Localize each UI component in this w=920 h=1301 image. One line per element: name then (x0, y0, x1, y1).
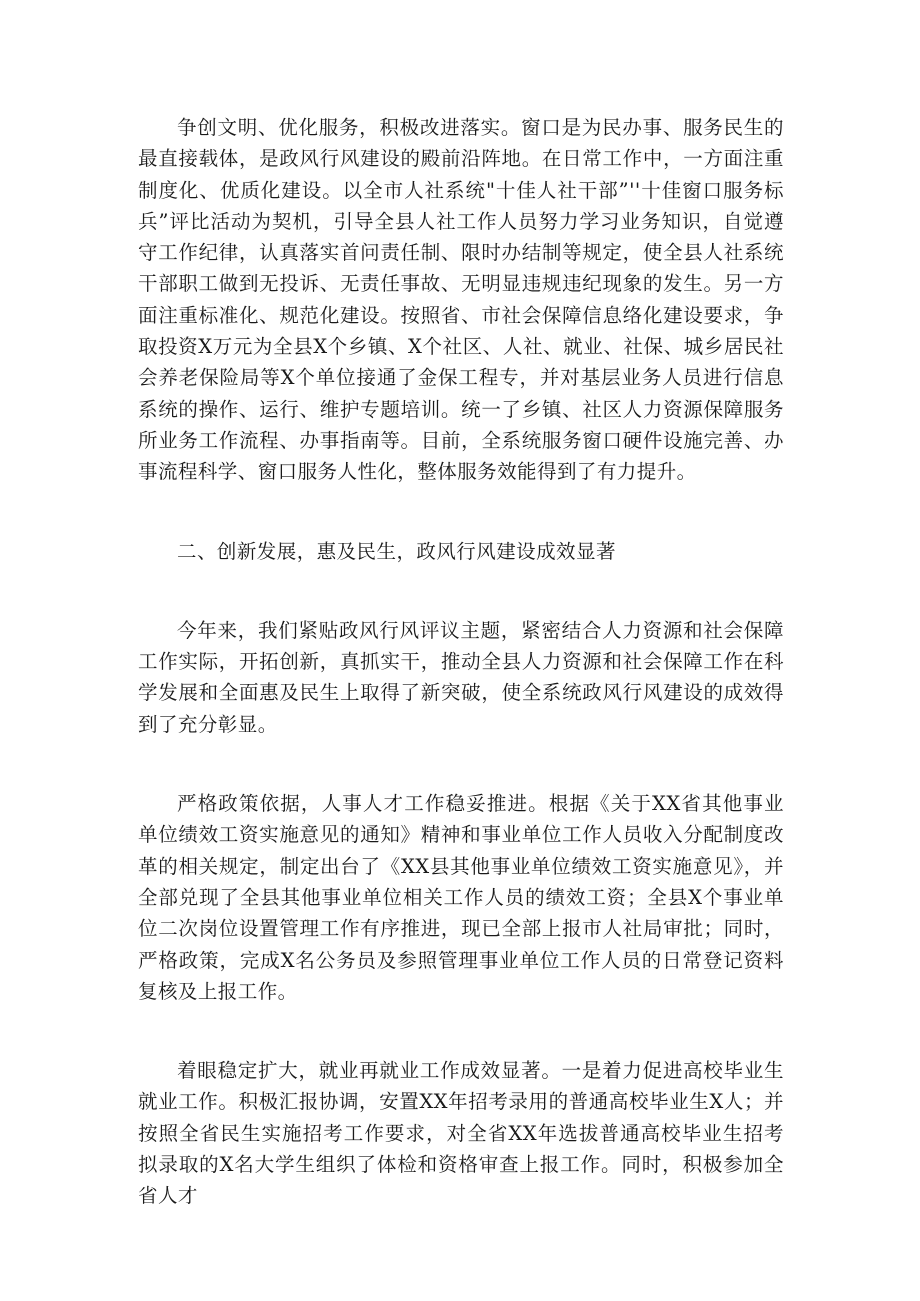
paragraph-window-service: 争创文明、优化服务，积极改进落实。窗口是为民办事、服务民生的最直接载体，是政风行风建设的殿前沿阵地。在日常工作中，一方面注重制度化、优质化建设。以全市人社系统"十佳人社干部”''十佳窗口服务标兵”评比活动为契机，引导全县人社工作人员努力学习业务知识，自觉遵守工作纪律，认真落实首问责任制、限时办结制等规定，使全县人社系统干部职工做到无投诉、无责任事故、无明显违规违纪现象的发生。另一方面注重标准化、规范化建设。按照省、市社会保障信息络化建设要求，争取投资X万元为全县X个乡镇、X个社区、人社、就业、社保、城乡居民社会养老保险局等X个单位接通了金保工程专，并对基层业务人员进行信息系统的操作、运行、维护专题培训。统一了乡镇、社区人力资源保障服务所业务工作流程、办事指南等。目前，全系统服务窗口硬件设施完善、办事流程科学、窗口服务人性化，整体服务效能得到了有力提升。 (138, 116, 784, 484)
paragraph-employment: 着眼稳定扩大，就业再就业工作成效显著。一是着力促进高校毕业生就业工作。积极汇报协调，安置XX年招考录用的普通高校毕业生X人；并按照全省民生实施招考工作要求，对全省XX年选拔普通高校毕业生招考拟录取的X名大学生组织了体检和资格审查上报工作。同时，积极参加全省人才 (138, 1059, 784, 1208)
document-body (138, 112, 784, 1212)
paragraph-personnel-policy: 严格政策依据，人事人才工作稳妥推进。根据《关于XX省其他事业单位绩效工资实施意见的通知》精神和事业单位工作人员收入分配制度改革的相关规定，制定出台了《XX县其他事业单位绩效工资实施意见》，并全部兑现了全县其他事业单位相关工作人员的绩效工资；全县X个事业单位二次岗位设置管理工作有序推进，现已全部上报市人社局审批；同时，严格政策，完成X名公务员及参照管理事业单位工作人员的日常登记资料复核及上报工作。 (138, 792, 784, 1003)
paragraph-intro-achievements: 今年来，我们紧贴政风行风评议主题，紧密结合人力资源和社会保障工作实际，开拓创新，真抓实干，推动全县人力资源和社会保障工作在科学发展和全面惠及民生上取得了新突破，使全系统政风行风建设的成效得到了充分彰显。 (138, 618, 784, 736)
section-heading-2: 二、创新发展，惠及民生，政风行风建设成效显著 (177, 539, 616, 563)
